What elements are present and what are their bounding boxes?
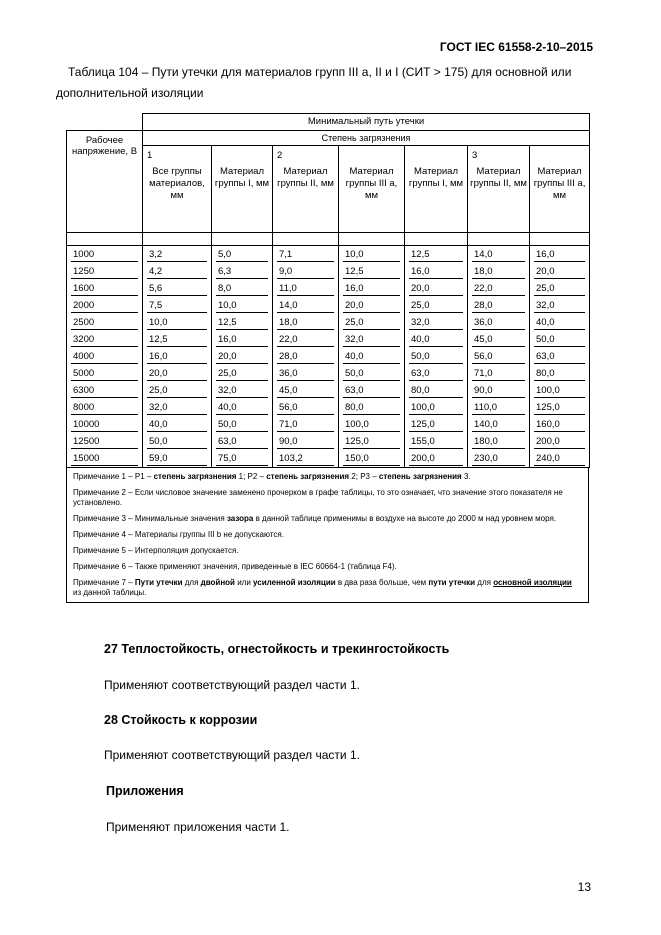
creepage-value-cell: 240,0	[530, 450, 590, 468]
voltage-cell: 4000	[67, 348, 143, 365]
group-label: Материал группы I, мм	[408, 166, 464, 189]
creepage-value-cell: 7,5	[143, 297, 212, 314]
creepage-value-cell: 14,0	[273, 297, 339, 314]
creepage-value-cell: 45,0	[273, 382, 339, 399]
note-3: Примечание 3 – Минимальные значения зазора в данной таблице применимы в воздухе на высоте до 2000 м над уровнем моря.	[73, 514, 557, 523]
creepage-value-cell: 25,0	[405, 297, 468, 314]
creepage-value-cell: 71,0	[468, 365, 530, 382]
degree-number: 2	[277, 150, 283, 161]
creepage-value-cell: 110,0	[468, 399, 530, 416]
group-label: Материал группы I, мм	[214, 166, 270, 189]
caption-line-1: Таблица 104 – Пути утечки для материалов групп III a, II и I (СИТ > 175) для основной или	[68, 65, 572, 79]
table-row	[67, 331, 590, 348]
creepage-value-cell: 200,0	[530, 433, 590, 450]
creepage-value-cell: 16,0	[530, 246, 590, 264]
min-creepage-header: Минимальный путь утечки	[143, 114, 590, 131]
creepage-value-cell: 56,0	[468, 348, 530, 365]
creepage-value-cell: 100,0	[339, 416, 405, 433]
group-cell	[530, 146, 590, 233]
creepage-value-cell: 80,0	[405, 382, 468, 399]
group-label: Материал группы II, мм	[470, 166, 527, 189]
corner-cell	[67, 114, 143, 131]
group-cell	[405, 146, 468, 233]
creepage-value-cell: 63,0	[530, 348, 590, 365]
creepage-value-cell: 32,0	[212, 382, 273, 399]
creepage-value-cell: 75,0	[212, 450, 273, 468]
appendices-title: Приложения	[106, 784, 184, 798]
voltage-cell: 2000	[67, 297, 143, 314]
creepage-value-cell: 12,5	[339, 263, 405, 280]
table-row	[67, 382, 590, 399]
creepage-value-cell: 155,0	[405, 433, 468, 450]
creepage-value-cell: 36,0	[273, 365, 339, 382]
creepage-value-cell: 5,6	[143, 280, 212, 297]
creepage-value-cell: 45,0	[468, 331, 530, 348]
degree-number: 3	[472, 150, 478, 161]
creepage-value-cell: 12,5	[212, 314, 273, 331]
creepage-value-cell: 20,0	[212, 348, 273, 365]
creepage-value-cell: 50,0	[530, 331, 590, 348]
creepage-value-cell: 25,0	[339, 314, 405, 331]
creepage-value-cell: 18,0	[273, 314, 339, 331]
group-label: Материал группы III a, мм	[533, 166, 586, 201]
caption-line-2: дополнительной изоляции	[56, 86, 204, 100]
creepage-value-cell: 28,0	[468, 297, 530, 314]
creepage-value-cell: 7,1	[273, 246, 339, 264]
creepage-value-cell: 125,0	[405, 416, 468, 433]
creepage-value-cell: 80,0	[339, 399, 405, 416]
creepage-value-cell: 6,3	[212, 263, 273, 280]
creepage-value-cell: 80,0	[530, 365, 590, 382]
creepage-value-cell: 230,0	[468, 450, 530, 468]
note-6: Примечание 6 – Также применяют значения, приведенные в IEC 60664-1 (таблица F4).	[73, 562, 397, 571]
creepage-value-cell: 10,0	[339, 246, 405, 264]
creepage-value-cell: 180,0	[468, 433, 530, 450]
pollution-degree-header: Степень загрязнения	[143, 131, 590, 146]
spacer-row	[67, 233, 590, 246]
table-row	[67, 314, 590, 331]
creepage-value-cell: 56,0	[273, 399, 339, 416]
section-27-text: Применяют соответствующий раздел части 1.	[104, 678, 360, 692]
creepage-value-cell: 71,0	[273, 416, 339, 433]
creepage-value-cell: 140,0	[468, 416, 530, 433]
table-row	[67, 348, 590, 365]
creepage-value-cell: 10,0	[212, 297, 273, 314]
group-header-row	[67, 146, 590, 233]
creepage-value-cell: 16,0	[143, 348, 212, 365]
creepage-value-cell: 40,0	[339, 348, 405, 365]
creepage-value-cell: 103,2	[273, 450, 339, 468]
group-label: Все группы материалов, мм	[149, 166, 205, 201]
creepage-value-cell: 63,0	[212, 433, 273, 450]
creepage-value-cell: 18,0	[468, 263, 530, 280]
creepage-value-cell: 32,0	[143, 399, 212, 416]
appendices-text: Применяют приложения части 1.	[106, 820, 290, 834]
degree-number: 1	[147, 150, 153, 161]
voltage-cell: 1250	[67, 263, 143, 280]
voltage-cell: 10000	[67, 416, 143, 433]
creepage-value-cell: 20,0	[405, 280, 468, 297]
note-4: Примечание 4 – Материалы группы III b не допускаются.	[73, 530, 284, 539]
voltage-cell: 12500	[67, 433, 143, 450]
creepage-value-cell: 12,5	[405, 246, 468, 264]
note-1: Примечание 1 – P1 – степень загрязнения 1; P2 – степень загрязнения 2; P3 – степень загрязнения 3.	[73, 472, 471, 481]
group-label: Материал группы II, мм	[277, 166, 334, 189]
creepage-value-cell: 10,0	[143, 314, 212, 331]
table-row	[67, 280, 590, 297]
creepage-value-cell: 160,0	[530, 416, 590, 433]
section-28-title: 28 Стойкость к коррозии	[104, 713, 258, 727]
note-2: Примечание 2 – Если числовое значение заменено прочерком в графе таблицы, то это означает, что значение этого показателя не установлено.	[73, 488, 563, 507]
creepage-value-cell: 22,0	[468, 280, 530, 297]
creepage-value-cell: 25,0	[143, 382, 212, 399]
table-row	[67, 433, 590, 450]
creepage-value-cell: 150,0	[339, 450, 405, 468]
creepage-value-cell: 40,0	[530, 314, 590, 331]
creepage-value-cell: 50,0	[212, 416, 273, 433]
voltage-cell: 8000	[67, 399, 143, 416]
creepage-value-cell: 20,0	[530, 263, 590, 280]
table-notes	[66, 468, 589, 603]
creepage-value-cell: 100,0	[405, 399, 468, 416]
creepage-value-cell: 25,0	[212, 365, 273, 382]
table-row	[67, 297, 590, 314]
voltage-cell: 15000	[67, 450, 143, 468]
table-row	[67, 416, 590, 433]
voltage-cell: 6300	[67, 382, 143, 399]
group-cell	[339, 146, 405, 233]
note-7: Примечание 7 – Пути утечки для двойной или усиленной изоляции в два раза больше, чем пути утечки для основной изоляции из данной таблицы.	[73, 578, 572, 597]
creepage-value-cell: 14,0	[468, 246, 530, 264]
creepage-value-cell: 50,0	[405, 348, 468, 365]
creepage-value-cell: 25,0	[530, 280, 590, 297]
voltage-cell: 2500	[67, 314, 143, 331]
creepage-value-cell: 90,0	[468, 382, 530, 399]
creepage-value-cell: 9,0	[273, 263, 339, 280]
creepage-value-cell: 63,0	[339, 382, 405, 399]
creepage-value-cell: 125,0	[530, 399, 590, 416]
voltage-cell: 1600	[67, 280, 143, 297]
creepage-value-cell: 50,0	[339, 365, 405, 382]
group-cell	[468, 146, 530, 233]
creepage-value-cell: 16,0	[339, 280, 405, 297]
creepage-value-cell: 125,0	[339, 433, 405, 450]
section-27-title: 27 Теплостойкость, огнестойкость и трекингостойкость	[104, 642, 450, 656]
voltage-cell: 5000	[67, 365, 143, 382]
table-row	[67, 365, 590, 382]
creepage-value-cell: 32,0	[530, 297, 590, 314]
work-voltage-header: Рабочее напряжение, В	[67, 131, 143, 233]
creepage-value-cell: 50,0	[143, 433, 212, 450]
creepage-value-cell: 5,0	[212, 246, 273, 264]
group-label: Материал группы III a, мм	[345, 166, 398, 201]
creepage-value-cell: 3,2	[143, 246, 212, 264]
creepage-value-cell: 36,0	[468, 314, 530, 331]
voltage-cell: 1000	[67, 246, 143, 264]
table-row	[67, 399, 590, 416]
creepage-value-cell: 63,0	[405, 365, 468, 382]
group-cell	[143, 146, 212, 233]
note-5: Примечание 5 – Интерполяция допускается.	[73, 546, 239, 555]
creepage-value-cell: 40,0	[143, 416, 212, 433]
creepage-table-container	[66, 113, 589, 603]
voltage-cell: 3200	[67, 331, 143, 348]
creepage-value-cell: 90,0	[273, 433, 339, 450]
creepage-value-cell: 16,0	[212, 331, 273, 348]
section-28-text: Применяют соответствующий раздел части 1.	[104, 748, 360, 762]
table-caption	[56, 62, 594, 104]
creepage-value-cell: 22,0	[273, 331, 339, 348]
table-body	[67, 246, 590, 468]
group-cell	[212, 146, 273, 233]
creepage-value-cell: 4,2	[143, 263, 212, 280]
creepage-value-cell: 20,0	[339, 297, 405, 314]
group-cell	[273, 146, 339, 233]
page-number: 13	[577, 880, 591, 894]
creepage-value-cell: 28,0	[273, 348, 339, 365]
table-row	[67, 246, 590, 264]
creepage-value-cell: 59,0	[143, 450, 212, 468]
creepage-value-cell: 40,0	[212, 399, 273, 416]
creepage-value-cell: 20,0	[143, 365, 212, 382]
creepage-value-cell: 200,0	[405, 450, 468, 468]
creepage-value-cell: 12,5	[143, 331, 212, 348]
creepage-value-cell: 32,0	[339, 331, 405, 348]
creepage-table	[66, 113, 590, 468]
creepage-value-cell: 11,0	[273, 280, 339, 297]
creepage-value-cell: 32,0	[405, 314, 468, 331]
document-header: ГОСТ IEC 61558-2-10–2015	[439, 40, 593, 54]
table-row	[67, 263, 590, 280]
creepage-value-cell: 40,0	[405, 331, 468, 348]
creepage-value-cell: 16,0	[405, 263, 468, 280]
table-row	[67, 450, 590, 468]
creepage-value-cell: 100,0	[530, 382, 590, 399]
creepage-value-cell: 8,0	[212, 280, 273, 297]
